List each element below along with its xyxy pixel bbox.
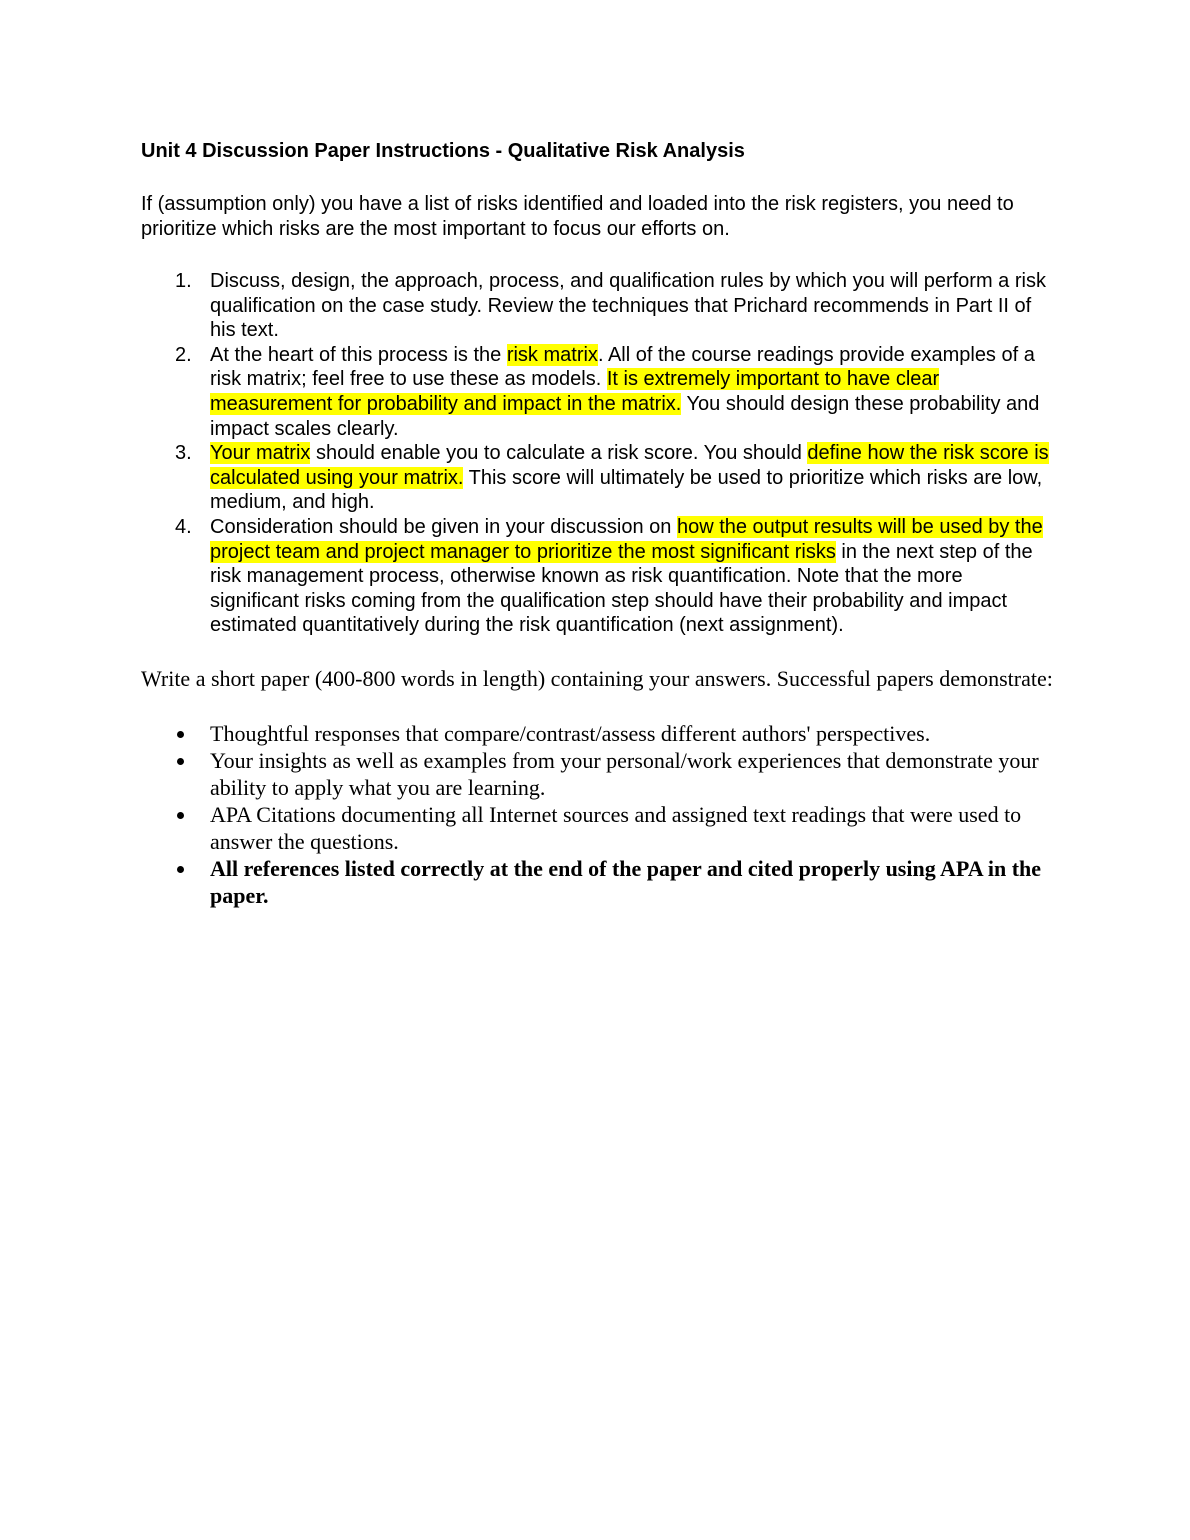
criteria-list xyxy=(141,720,1053,909)
highlighted-text: risk matrix xyxy=(506,343,598,366)
instructions-list xyxy=(141,269,1053,638)
list-item xyxy=(141,269,1053,343)
list-item-text: should enable you to calculate a risk score. You should xyxy=(310,442,808,465)
list-item-text: At the heart of this process is the xyxy=(210,343,507,366)
highlighted-text: It is extremely important to have clear measurement for probability and impact in the matrix. xyxy=(210,368,940,415)
list-item xyxy=(141,720,1053,747)
list-item-text: Your insights as well as examples from your personal/work experiences that demonstrate your ability to apply what you are learning. xyxy=(210,748,1039,801)
list-item-text: This score will ultimately be used to prioritize which risks are low, medium, and high. xyxy=(210,466,1043,514)
summary-paragraph: Write a short paper (400-800 words in length) containing your answers. Successful papers demonstrate: xyxy=(141,665,1053,691)
page-title: Unit 4 Discussion Paper Instructions - Qualitative Risk Analysis xyxy=(141,140,745,162)
list-number: 3. xyxy=(175,442,192,465)
list-item-text: You should design these probability and impact scales clearly. xyxy=(210,392,1040,440)
list-number: 4. xyxy=(175,515,192,538)
list-item-text: . All of the course readings provide examples of a risk matrix; feel free to use these as models. xyxy=(210,343,1035,391)
list-item xyxy=(141,855,1053,909)
highlighted-text: Your matrix xyxy=(210,442,311,465)
bullet-icon xyxy=(177,731,184,738)
bullet-icon xyxy=(177,866,184,873)
list-item-text: All references listed correctly at the end of the paper and cited properly using APA in the paper. xyxy=(210,856,1042,909)
list-item-text: APA Citations documenting all Internet sources and assigned text readings that were used to answer the questions. xyxy=(210,802,1022,855)
list-item-text: Discuss, design, the approach, process, and qualification rules by which you will perform a risk qualification on the case study. Review the techniques that Prichard recommends in Part II of his text. xyxy=(210,270,1046,342)
list-item-text: Thoughtful responses that compare/contrast/assess different authors' perspectives. xyxy=(210,721,931,747)
list-item-text: Consideration should be given in your discussion on xyxy=(210,515,677,538)
list-item xyxy=(141,801,1053,855)
list-item-text: in the next step of the risk management process, otherwise known as risk quantification. Note that the more significant risks coming from the qualification step should have their probability and impact estimated quantitatively during the risk quantification (next assignment). xyxy=(210,540,1033,637)
highlighted-text: define how the risk score is calculated using your matrix. xyxy=(210,442,1049,489)
list-item xyxy=(141,747,1053,801)
list-number: 2. xyxy=(175,343,192,366)
intro-paragraph: If (assumption only) you have a list of risks identified and loaded into the risk registers, you need to prioritize which risks are the most important to focus our efforts on. xyxy=(141,193,1014,240)
list-item xyxy=(141,441,1053,515)
list-number: 1. xyxy=(175,270,192,292)
bullet-icon xyxy=(177,812,184,819)
list-item xyxy=(141,515,1053,638)
document-body xyxy=(141,139,1053,909)
list-item xyxy=(141,343,1053,441)
highlighted-text: how the output results will be used by the project team and project manager to prioritize the most significant risks xyxy=(210,515,1043,563)
bullet-icon xyxy=(177,758,184,765)
